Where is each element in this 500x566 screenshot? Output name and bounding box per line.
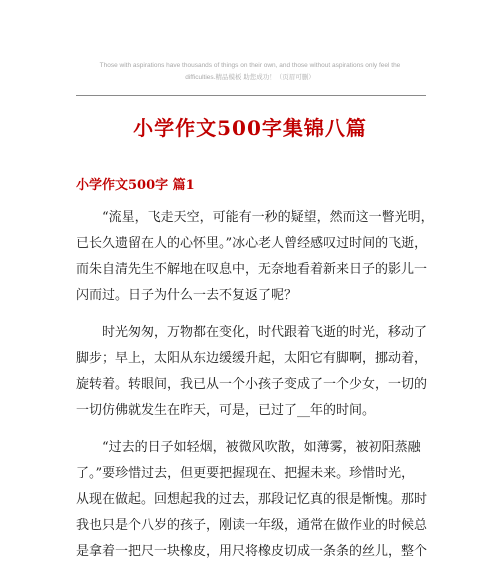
paragraph-line: 而朱自清先生不解地在叹息中，无奈地看着新来日子的影儿一 bbox=[76, 262, 428, 277]
paragraph-line: 从现在做起。回想起我的过去，那段记忆真的很是惭愧。那时 bbox=[76, 492, 428, 507]
paragraph-line: 是拿着一把尺一块橡皮，用尺将橡皮切成一条条的丝儿，整个 bbox=[76, 544, 428, 559]
header-line-2: difficulties.精品模板 助您成功！（页眉可删） bbox=[185, 74, 315, 81]
page-header bbox=[60, 60, 440, 84]
header-divider bbox=[76, 95, 426, 96]
header-line-1: Those with aspirations have thousands of things on their own, and those without aspirations only feel the bbox=[99, 62, 401, 69]
paragraph-line: 时光匆匆，万物都在变化，时代跟着飞逝的时光，移动了 bbox=[76, 325, 428, 340]
paragraph-line: 一切仿佛就发生在昨天，可是，已过了__年的时间。 bbox=[76, 403, 376, 418]
paragraph-line: 脚步；早上，太阳从东边缓缓升起，太阳它有脚啊，挪动着， bbox=[76, 351, 428, 366]
paragraph-3 bbox=[76, 435, 426, 565]
paragraph-line: 旋转着。转眼间，我已从一个小孩子变成了一个少女，一切的 bbox=[76, 377, 428, 392]
document-title: 小学作文500字集锦八篇 bbox=[133, 116, 367, 140]
paragraph-line: 闪而过。日子为什么一去不复返了呢？ bbox=[76, 288, 298, 303]
section-heading: 小学作文500字 篇1 bbox=[76, 178, 195, 193]
paragraph-1 bbox=[76, 205, 434, 309]
paragraph-2 bbox=[76, 320, 426, 424]
paragraph-line: 了。”要珍惜过去，但更要把握现在、把握未来。珍惜时光， bbox=[76, 466, 415, 481]
paragraph-line: “流星，飞走天空，可能有一秒的疑望，然而这一瞥光明， bbox=[76, 210, 434, 225]
paragraph-line: 已长久遗留在人的心怀里。”冰心老人曾经感叹过时间的飞逝， bbox=[76, 236, 428, 251]
paragraph-line: “过去的日子如轻烟，被微风吹散，如薄雾，被初阳蒸融 bbox=[76, 440, 421, 455]
paragraph-line: 我也只是个八岁的孩子，刚读一年级，通常在做作业的时候总 bbox=[76, 518, 428, 533]
